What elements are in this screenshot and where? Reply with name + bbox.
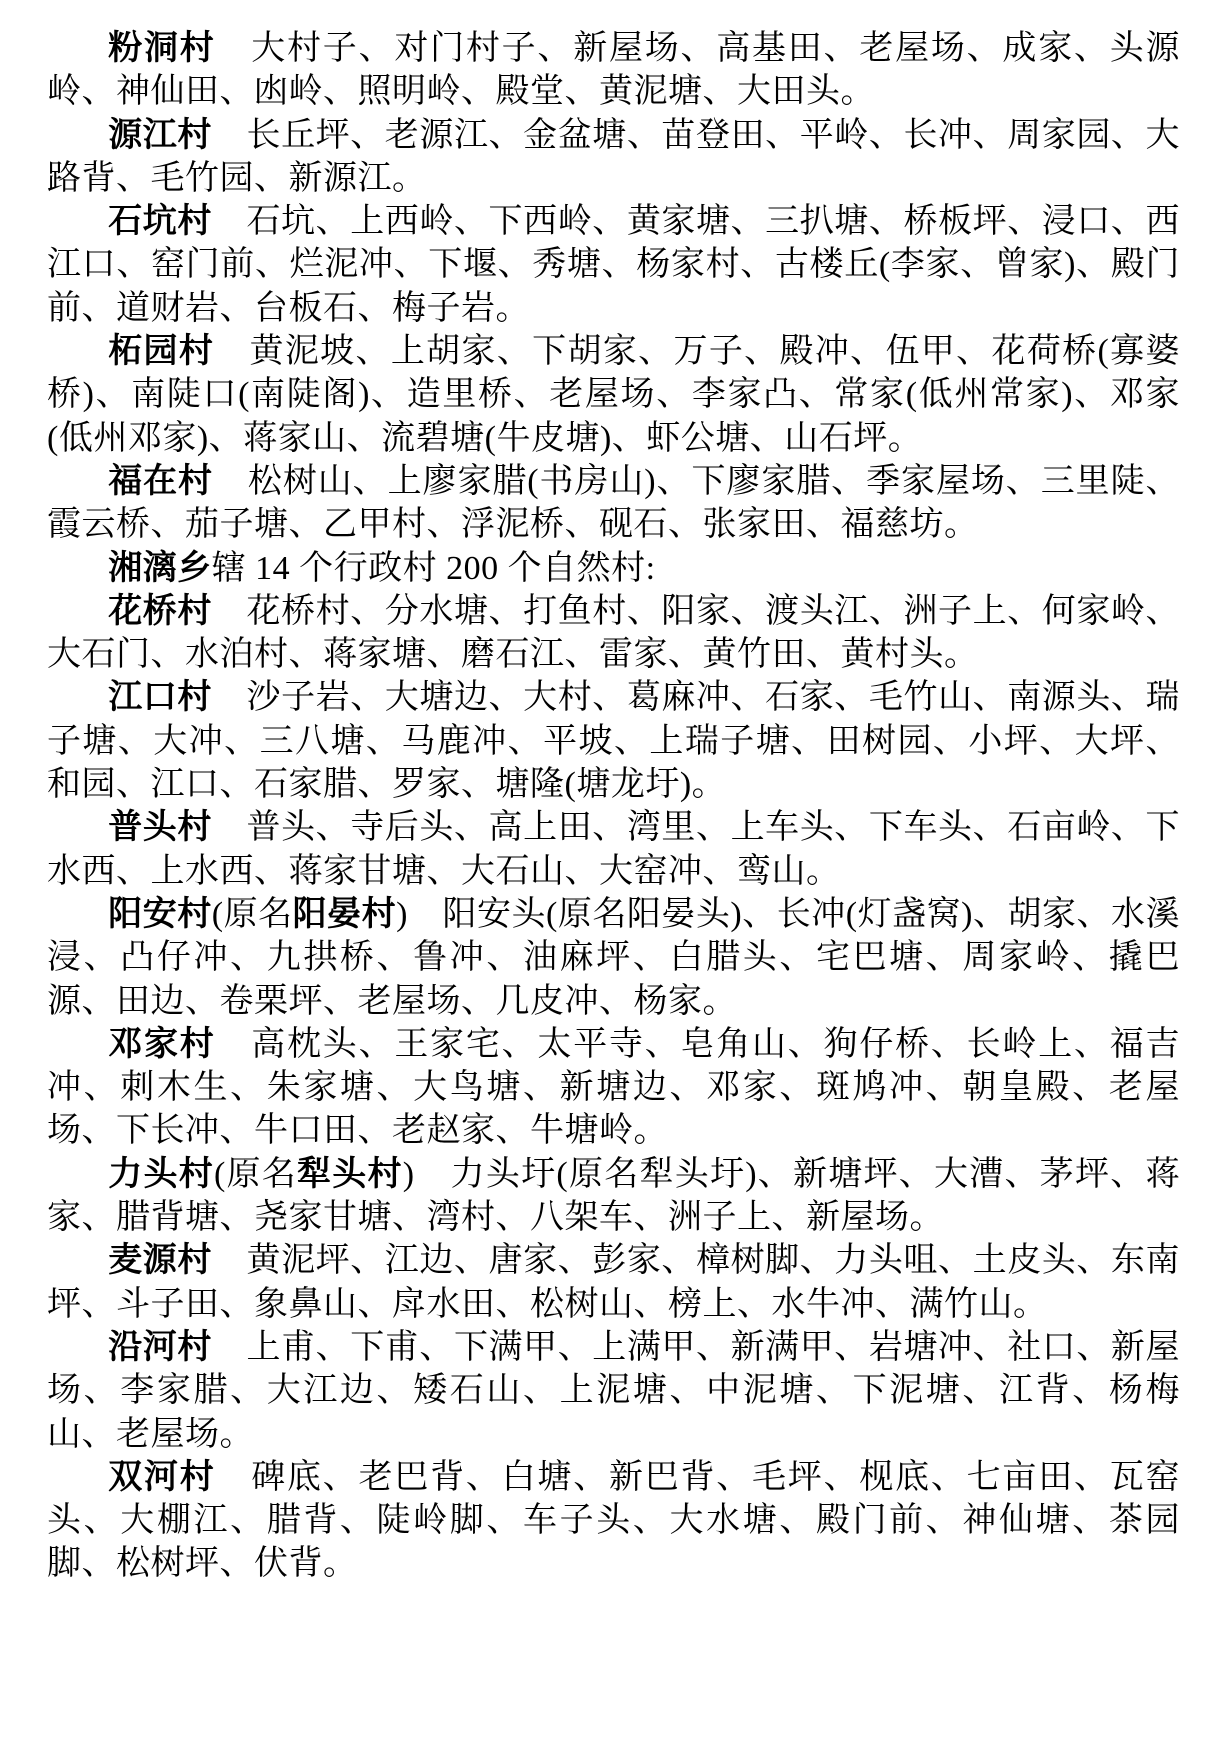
village-list-text: 长丘坪、老源江、金盆塘、苗登田、平岭、长冲、周家园、大路背、毛竹园、新源江。: [47, 116, 1181, 197]
village-list-text: 碑底、老巴背、白塘、新巴背、毛坪、枧底、七亩田、瓦窑头、大棚江、腊背、陡岭脚、车子头、大水塘、殿门前、神仙塘、茶园脚、松树坪、伏背。: [47, 1458, 1181, 1583]
village-name: 阳安村: [108, 895, 212, 933]
village-name: 邓家村: [108, 1025, 216, 1063]
village-name: 花桥村: [108, 592, 212, 630]
paragraph: [47, 330, 1180, 460]
village-list-text: (原名: [211, 895, 293, 933]
village-name: 沿河村: [108, 1328, 212, 1366]
village-list-text: 高枕头、王家宅、太平寺、皂角山、狗仔桥、长岭上、福吉冲、刺木生、朱家塘、大鸟塘、新塘边、邓家、斑鸠冲、朝皇殿、老屋场、下长冲、牛口田、老赵家、牛塘岭。: [47, 1025, 1181, 1150]
village-name: 阳晏村: [292, 895, 397, 933]
village-name: 力头村: [108, 1155, 214, 1193]
village-name: 粉洞村: [108, 30, 216, 67]
paragraph: [47, 1153, 1180, 1240]
paragraph: [47, 590, 1180, 677]
village-list-text: ) 阳安头(原名阳晏头)、长冲(灯盏窝)、胡家、水溪浸、凸仔冲、九拱桥、鲁冲、油麻坪、白腊头、宅巴塘、周家岭、撬巴源、田边、卷栗坪、老屋场、几皮冲、杨家。: [47, 895, 1181, 1020]
village-list-text: 黄泥坪、江边、唐家、彭家、樟树脚、力头咀、土皮头、东南坪、斗子田、象鼻山、戽水田、松树山、榜上、水牛冲、满竹山。: [47, 1242, 1181, 1323]
paragraph: [47, 114, 1180, 201]
village-list-text: 上甫、下甫、下满甲、上满甲、新满甲、岩塘冲、社口、新屋场、李家腊、大江边、矮石山、上泥塘、中泥塘、下泥塘、江背、杨梅山、老屋场。: [47, 1328, 1181, 1453]
document-body: [47, 27, 1180, 1586]
paragraph: [47, 460, 1180, 547]
village-name: 普头村: [108, 809, 212, 847]
paragraph: [47, 1326, 1180, 1456]
paragraph: [47, 547, 1180, 590]
village-list-text: 花桥村、分水塘、打鱼村、阳家、渡头江、洲子上、何家岭、大石门、水泊村、蒋家塘、磨石江、雷家、黄竹田、黄村头。: [47, 592, 1181, 674]
village-list-text: 大村子、对门村子、新屋场、高基田、老屋场、成家、头源岭、神仙田、凼岭、照明岭、殿堂、黄泥塘、大田头。: [47, 30, 1181, 111]
paragraph: [47, 1239, 1180, 1326]
paragraph: [47, 27, 1180, 114]
village-name: 双河村: [108, 1458, 216, 1496]
village-list-text: (原名: [213, 1155, 298, 1193]
village-name: 湘漓乡: [108, 549, 212, 587]
village-list-text: 松树山、上廖家腊(书房山)、下廖家腊、季家屋场、三里陡、霞云桥、茄子塘、乙甲村、浮泥桥、砚石、张家田、福慈坊。: [47, 462, 1180, 544]
paragraph: [47, 1456, 1180, 1586]
village-list-text: 石坑、上西岭、下西岭、黄家塘、三扒塘、桥板坪、浸口、西江口、窑门前、烂泥冲、下堰、秀塘、杨家村、古楼丘(李家、曾家)、殿门前、道财岩、台板石、梅子岩。: [47, 203, 1181, 327]
village-name: 福在村: [108, 462, 213, 500]
paragraph: [47, 200, 1180, 330]
paragraph: [47, 893, 1180, 1023]
village-name: 柘园村: [108, 333, 215, 371]
paragraph: [47, 806, 1180, 893]
paragraph: [47, 1023, 1180, 1153]
village-list-text: ) 力头圩(原名犁头圩)、新塘坪、大漕、茅坪、蒋家、腊背塘、尧家甘塘、湾村、八架车、洲子上、新屋场。: [47, 1155, 1181, 1237]
paragraph: [47, 676, 1180, 806]
village-list-text: 普头、寺后头、高上田、湾里、上车头、下车头、石亩岭、下水西、上水西、蒋家甘塘、大石山、大窑冲、鸾山。: [47, 809, 1181, 890]
village-name: 源江村: [108, 116, 212, 154]
village-name: 江口村: [108, 679, 212, 717]
village-list-text: 辖 14 个行政村 200 个自然村:: [211, 549, 656, 587]
village-list-text: 黄泥坡、上胡家、下胡家、万子、殿冲、伍甲、花荷桥(寡婆桥)、南陡口(南陡阁)、造里桥、老屋场、李家凸、常家(低州常家)、邓家(低州邓家)、蒋家山、流碧塘(牛皮塘)、虾公塘、山石坪。: [47, 333, 1180, 457]
village-name: 石坑村: [108, 203, 212, 241]
village-list-text: 沙子岩、大塘边、大村、葛麻冲、石家、毛竹山、南源头、瑞子塘、大冲、三八塘、马鹿冲、平坡、上瑞子塘、田树园、小坪、大坪、和园、江口、石家腊、罗家、塘隆(塘龙圩)。: [47, 679, 1181, 804]
village-name: 麦源村: [108, 1242, 212, 1280]
village-name: 犁头村: [297, 1155, 403, 1193]
